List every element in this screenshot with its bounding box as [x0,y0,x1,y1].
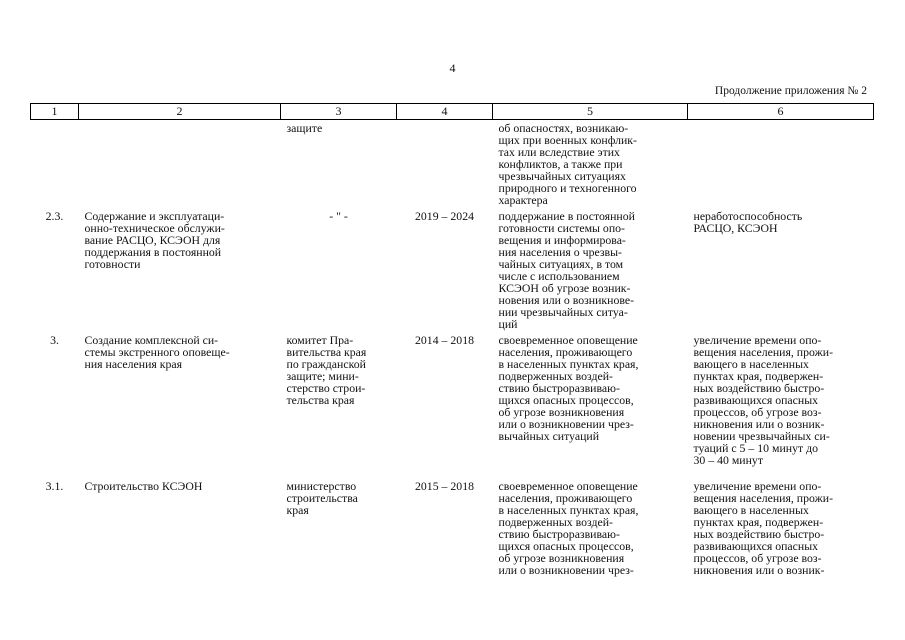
column-header-3: 3 [281,104,397,120]
row-result: своевременное оповещение населения, проживающего в населенных пунктах края, подверженных воздей- ствию быстроразвиваю- щихся опасных процессов, об угрозе возникновения или о возникновении чрез- [498,479,639,577]
column-header-2: 2 [79,104,281,120]
table-row [31,480,874,576]
row-number: 3.1. [45,479,64,493]
table-row [31,120,874,211]
row-name: Строительство КСЭОН [84,479,203,493]
row-name: Содержание и эксплуатаци- онно-техническое обслужи- вание РАСЦО, КСЭОН для поддержания в постоянной готовности [84,209,225,271]
column-header-5: 5 [493,104,688,120]
appendix-table [30,103,874,576]
table-row [31,210,874,334]
row-number: 3. [50,333,59,347]
page-number: 4 [449,61,456,75]
continuation-label: Продолжение приложения № 2 [714,85,867,97]
row-number: 2.3. [45,209,64,223]
row-name [79,120,281,211]
row-consequence: неработоспособность РАСЦО, КСЭОН [693,209,803,235]
row-executor: комитет Пра- вительства края по гражданской защите; мини- стерство строи- тельства края [286,333,367,407]
row-number [31,120,79,211]
row-executor: министерство строительства края [286,479,358,517]
row-consequence [688,120,874,211]
row-name: Создание комплексной си- стемы экстренного оповеще- ния населения края [84,333,230,371]
row-period [397,120,493,211]
row-result: своевременное оповещение населения, проживающего в населенных пунктах края, подверженных воздей- ствию быстроразвиваю- щихся опасных процессов, об угрозе возникновения или о возникновении чрез- вычайных ситуаций [498,333,639,443]
row-period: 2014 – 2018 [415,333,474,347]
row-executor: - " - [329,209,348,223]
table-header-row [31,104,874,120]
column-header-4: 4 [397,104,493,120]
row-consequence: увеличение времени опо- вещения населения, прожи- вающего в населенных пунктах края, подвержен- ных воздействию быстро- развивающихся опасных процессов, об угрозе воз- никновения или о возник- новении чрезвычайных си- туаций с 5 – 10 минут до 30 – 40 минут [693,333,834,467]
row-result: об опасностях, возникаю- щих при военных конфлик- тах или вследствие этих конфликтов, а также при чрезвычайных ситуациях природного и техногенного характера [498,121,637,207]
row-period: 2019 – 2024 [415,209,474,223]
column-header-6: 6 [688,104,874,120]
row-consequence: увеличение времени опо- вещения населения, прожи- вающего в населенных пунктах края, подвержен- ных воздействию быстро- развивающихся опасных процессов, об угрозе воз- никновения или о возник- [693,479,834,577]
row-period: 2015 – 2018 [415,479,474,493]
table-row [31,334,874,480]
column-header-1: 1 [31,104,79,120]
row-executor: защите [286,121,323,135]
row-result: поддержание в постоянной готовности системы опо- вещения и информирова- ния населения о чрезвы- чайных ситуациях, в том числе с использованием КСЭОН об угрозе возник- новения или о возникнове- нии чрезвычайных ситуа- ций [498,209,635,331]
